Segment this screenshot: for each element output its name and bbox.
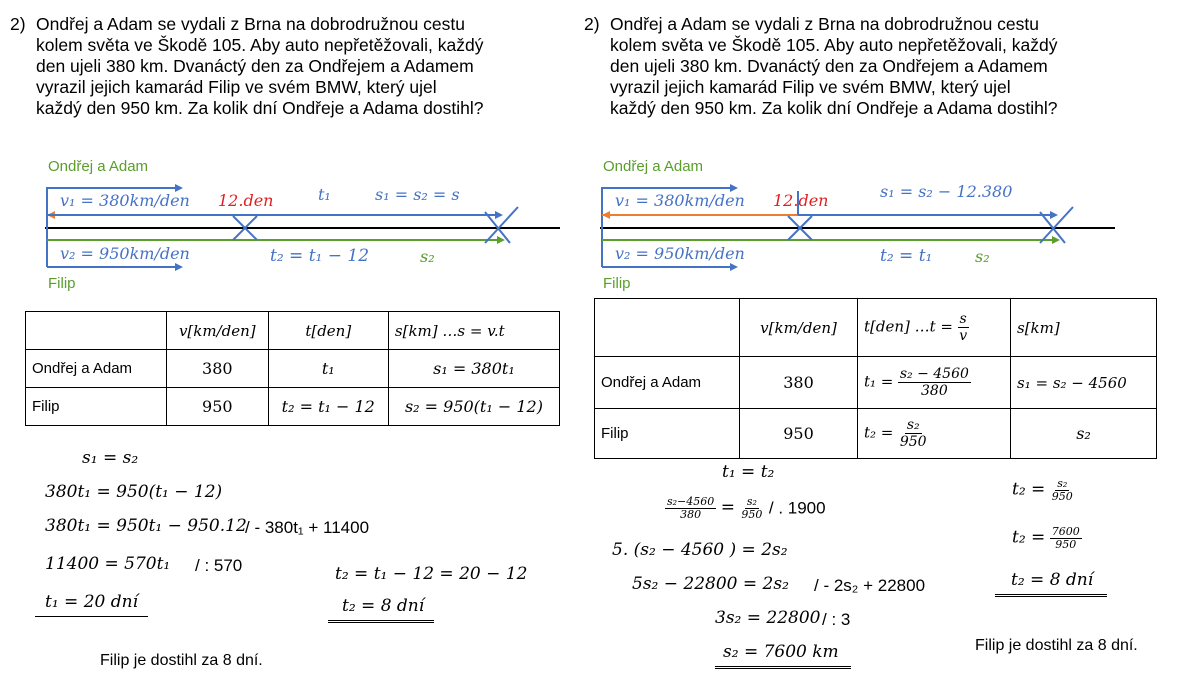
right-eq-2-op: / . 1900 [768,498,826,518]
right-row2-t-cell [858,409,1011,459]
right-task-line-5: každý den 950 km. Za kolik dní Ondřeje a Adama dostihl? [610,98,1058,118]
right-final-1-pre: t₂ = [1012,479,1046,500]
left-row2-s: s₂ = 950(t₁ − 12) [388,388,559,426]
right-answer: Filip je dostihl za 8 dní. [975,637,1138,654]
left-task-number: 2) [10,14,26,34]
left-task-line-3: den ujeli 380 km. Dvanáctý den za Ondřejem a Adamem [36,56,474,76]
right-row1-v: 380 [740,357,858,409]
left-task-line-1: Ondřej a Adam se vydali z Brna na dobrodružnou cestu [36,14,465,34]
right-eq-4-op: / - 2s₂ + 22800 [814,576,926,595]
left-eq-7: t₂ = 8 dní [328,596,434,623]
right-data-table [594,298,1157,459]
right-row1-t-num: s₂ − 4560 [899,366,969,382]
right-row2-v: 950 [740,409,858,459]
right-th-v: v[km/den] [740,299,858,357]
right-row1-t-pre: t₁ = [864,372,894,391]
left-eq-3: 380t₁ = 950t₁ − 950.12 [45,516,247,536]
left-th-0 [26,312,167,350]
right-final-2-pre: t₂ = [1012,527,1046,548]
right-final-2-frac [1050,526,1082,551]
right-eq-2-num2: s₂ [746,495,757,508]
left-row2-v: 950 [167,388,269,426]
left-task-line-4: vyrazil jejich kamarád Filip ve svém BMW, který ujel [36,77,437,97]
right-eq-6: s₂ = 7600 km [715,642,851,669]
right-th-0 [595,299,740,357]
right-s2-label: s₂ [975,247,990,266]
right-eq-2 [665,496,826,521]
right-th-t-frac [957,311,969,344]
left-row2-t: t₂ = t₁ − 12 [268,388,388,426]
left-row1-v: 380 [167,350,269,388]
right-eq-2-num: s₂−4560 [667,495,715,508]
right-day-label: 12.den [773,191,829,210]
right-eq-5: 3s₂ = 22800 [715,608,821,628]
left-th-t: t[den] [268,312,388,350]
right-eq-2-frac-left [665,496,716,521]
right-t2-label: t₂ = t₁ [880,246,933,266]
left-eq-2: 380t₁ = 950(t₁ − 12) [45,482,223,502]
right-task-line-1: Ondřej a Adam se vydali z Brna na dobrodružnou cestu [610,14,1039,34]
left-row2-name: Filip [26,388,167,426]
left-s2-label: s₂ [420,247,435,266]
right-row2-t-num: s₂ [906,417,920,433]
left-top-name: Ondřej a Adam [48,158,149,175]
left-eq-3-op: / - 380t₁ + 11400 [245,518,370,537]
left-eq-1: s₁ = s₂ [82,448,139,468]
left-eq-4-op: / : 570 [195,556,243,575]
left-v2-label: v₂ = 950km/den [60,244,190,263]
right-th-t-den: v [959,328,968,344]
left-task-line-5: každý den 950 km. Za kolik dní Ondřeje a Adama dostihl? [36,98,484,118]
left-task-line-2: kolem světa ve Škodě 105. Aby auto nepřetěžovali, každý [36,35,484,55]
right-final-2 [1012,526,1082,551]
right-final-1-num: s₂ [1057,477,1068,490]
left-th-s: s[km] …s = v.t [388,312,559,350]
right-row1-s: s₁ = s₂ − 4560 [1011,357,1157,409]
left-eq-5: t₁ = 20 dní [35,592,148,617]
right-final-2-den: 950 [1055,538,1077,551]
right-s-relation: s₁ = s₂ − 12.380 [880,182,1013,201]
left-s-relation: s₁ = s₂ = s [375,185,460,204]
right-row1-t-frac [898,366,971,399]
right-task-line-4: vyrazil jejich kamarád Filip ve svém BMW, který ujel [610,77,1011,97]
right-th-s: s[km] [1011,299,1157,357]
left-th-v: v[km/den] [167,312,269,350]
right-final-1-frac [1050,478,1075,503]
right-eq-3: 5. (s₂ − 4560 ) = 2s₂ [612,540,788,560]
right-eq-2-den2: 950 [741,508,763,521]
right-eq-1: t₁ = t₂ [722,462,775,482]
right-eq-4: 5s₂ − 22800 = 2s₂ [632,574,789,594]
right-row1-name: Ondřej a Adam [595,357,740,409]
left-eq-6: t₂ = t₁ − 12 = 20 − 12 [335,564,528,584]
left-bottom-name: Filip [48,275,76,292]
left-t2-label: t₂ = t₁ − 12 [270,246,370,266]
right-th-t-cell [858,299,1011,357]
left-row1-s: s₁ = 380t₁ [388,350,559,388]
right-eq-2-equals: = [720,497,735,518]
right-row1-t-den: 380 [921,383,948,399]
right-row2-t-pre: t₂ = [864,423,894,442]
left-day-label: 12.den [218,191,274,210]
left-eq-4: 11400 = 570t₁ [45,554,171,574]
right-eq-5-op: / : 3 [822,610,851,629]
right-eq-2-den: 380 [680,508,702,521]
right-row2-t-den: 950 [899,434,927,450]
right-task-number: 2) [584,14,600,34]
right-final-3: t₂ = 8 dní [995,570,1107,597]
right-top-name: Ondřej a Adam [603,158,704,175]
right-row2-name: Filip [595,409,740,459]
right-th-t-num: s [959,311,967,327]
left-row1-name: Ondřej a Adam [26,350,167,388]
right-row2-s: s₂ [1011,409,1157,459]
right-v1-label: v₁ = 380km/den [615,191,745,210]
left-v1-label: v₁ = 380km/den [60,191,190,210]
right-task-line-3: den ujeli 380 km. Dvanáctý den za Ondřejem a Adamem [610,56,1048,76]
right-final-1-den: 950 [1051,490,1073,503]
right-task-line-2: kolem světa ve Škodě 105. Aby auto nepřetěžovali, každý [610,35,1058,55]
right-final-1 [1012,478,1075,503]
right-final-2-num: 7600 [1051,525,1080,538]
left-row1-t: t₁ [268,350,388,388]
right-th-t: t[den] …t = [864,317,954,336]
left-t1-label: t₁ [318,185,331,204]
left-answer: Filip je dostihl za 8 dní. [100,652,263,669]
right-row2-t-frac [898,417,929,450]
right-row1-t-cell [858,357,1011,409]
left-data-table [25,311,560,426]
right-eq-2-frac-right [739,496,764,521]
right-v2-label: v₂ = 950km/den [615,244,745,263]
right-bottom-name: Filip [603,275,631,292]
